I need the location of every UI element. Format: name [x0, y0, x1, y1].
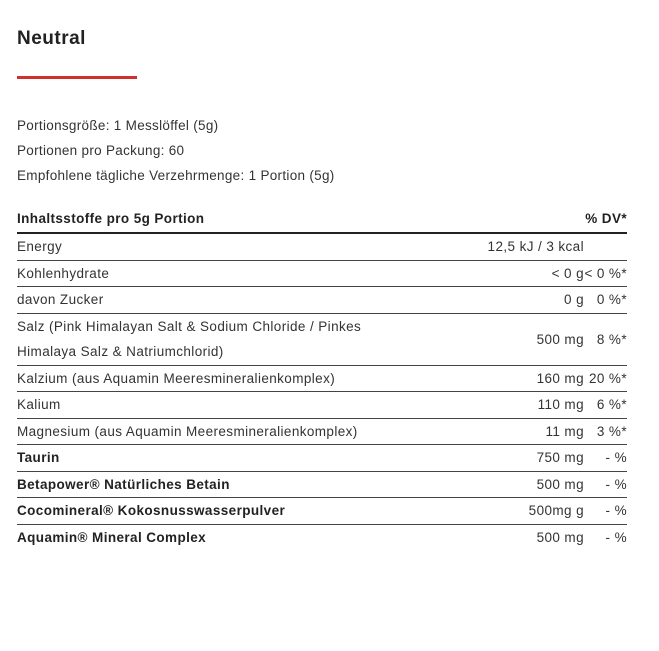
- row-name: Kohlenhydrate: [17, 260, 472, 287]
- table-row: [17, 365, 627, 392]
- title-accent-bar: [17, 76, 137, 79]
- row-daily-value: 3 %*: [584, 418, 627, 445]
- row-daily-value: 20 %*: [584, 365, 627, 392]
- row-name: Kalium: [17, 392, 472, 419]
- row-daily-value: - %: [605, 529, 627, 545]
- row-daily-value: 8 %*: [584, 313, 627, 365]
- table-row: [17, 233, 627, 260]
- header-daily-value: % DV*: [584, 206, 627, 233]
- row-amount: 500mg g: [472, 498, 584, 525]
- row-name: Betapower® Natürliches Betain: [17, 471, 472, 498]
- row-daily-value: < 0 %*: [584, 260, 627, 287]
- row-name: Magnesium (aus Aquamin Meeresmineralienkomplex): [17, 418, 472, 445]
- row-amount: 160 mg: [472, 365, 584, 392]
- row-name: Salz (Pink Himalayan Salt & Sodium Chloride / Pinkes Himalaya Salz & Natriumchlorid): [17, 313, 472, 365]
- table-row: [17, 498, 627, 525]
- serving-info: [17, 113, 335, 188]
- row-daily-value: 6 %*: [584, 392, 627, 419]
- table-header-row: [17, 206, 627, 233]
- row-name: davon Zucker: [17, 287, 472, 314]
- table-row: [17, 260, 627, 287]
- table-row: [17, 392, 627, 419]
- table-row: [17, 445, 627, 472]
- recommended-daily-intake: Empfohlene tägliche Verzehrmenge: 1 Portion (5g): [17, 168, 335, 183]
- row-amount: < 0 g: [472, 260, 584, 287]
- row-daily-value: [584, 233, 627, 260]
- product-title: Neutral: [17, 28, 86, 49]
- row-amount: 12,5 kJ / 3 kcal: [472, 233, 584, 260]
- row-name: Aquamin® Mineral Complex: [17, 529, 207, 545]
- row-amount: 500 mg: [536, 529, 584, 545]
- table-row: [17, 287, 627, 314]
- row-name: Cocomineral® Kokosnusswasserpulver: [17, 498, 472, 525]
- row-amount: 0 g: [472, 287, 584, 314]
- nutrition-table: [17, 206, 627, 550]
- table-row: [17, 524, 627, 550]
- row-daily-value: - %: [584, 471, 627, 498]
- row-daily-value: - %: [584, 498, 627, 525]
- header-ingredients: Inhaltsstoffe pro 5g Portion: [17, 206, 584, 233]
- row-amount: 500 mg: [472, 471, 584, 498]
- serving-size: Portionsgröße: 1 Messlöffel (5g): [17, 118, 219, 133]
- row-amount: 11 mg: [472, 418, 584, 445]
- row-name: Energy: [17, 233, 472, 260]
- row-amount: 500 mg: [472, 313, 584, 365]
- row-amount: 110 mg: [472, 392, 584, 419]
- servings-per-pack: Portionen pro Packung: 60: [17, 143, 185, 158]
- table-row: [17, 471, 627, 498]
- table-row: [17, 313, 627, 365]
- row-amount: 750 mg: [472, 445, 584, 472]
- row-daily-value: 0 %*: [584, 287, 627, 314]
- row-daily-value: - %: [584, 445, 627, 472]
- row-name: Taurin: [17, 445, 472, 472]
- table-row: [17, 418, 627, 445]
- row-name: Kalzium (aus Aquamin Meeresmineralienkomplex): [17, 365, 472, 392]
